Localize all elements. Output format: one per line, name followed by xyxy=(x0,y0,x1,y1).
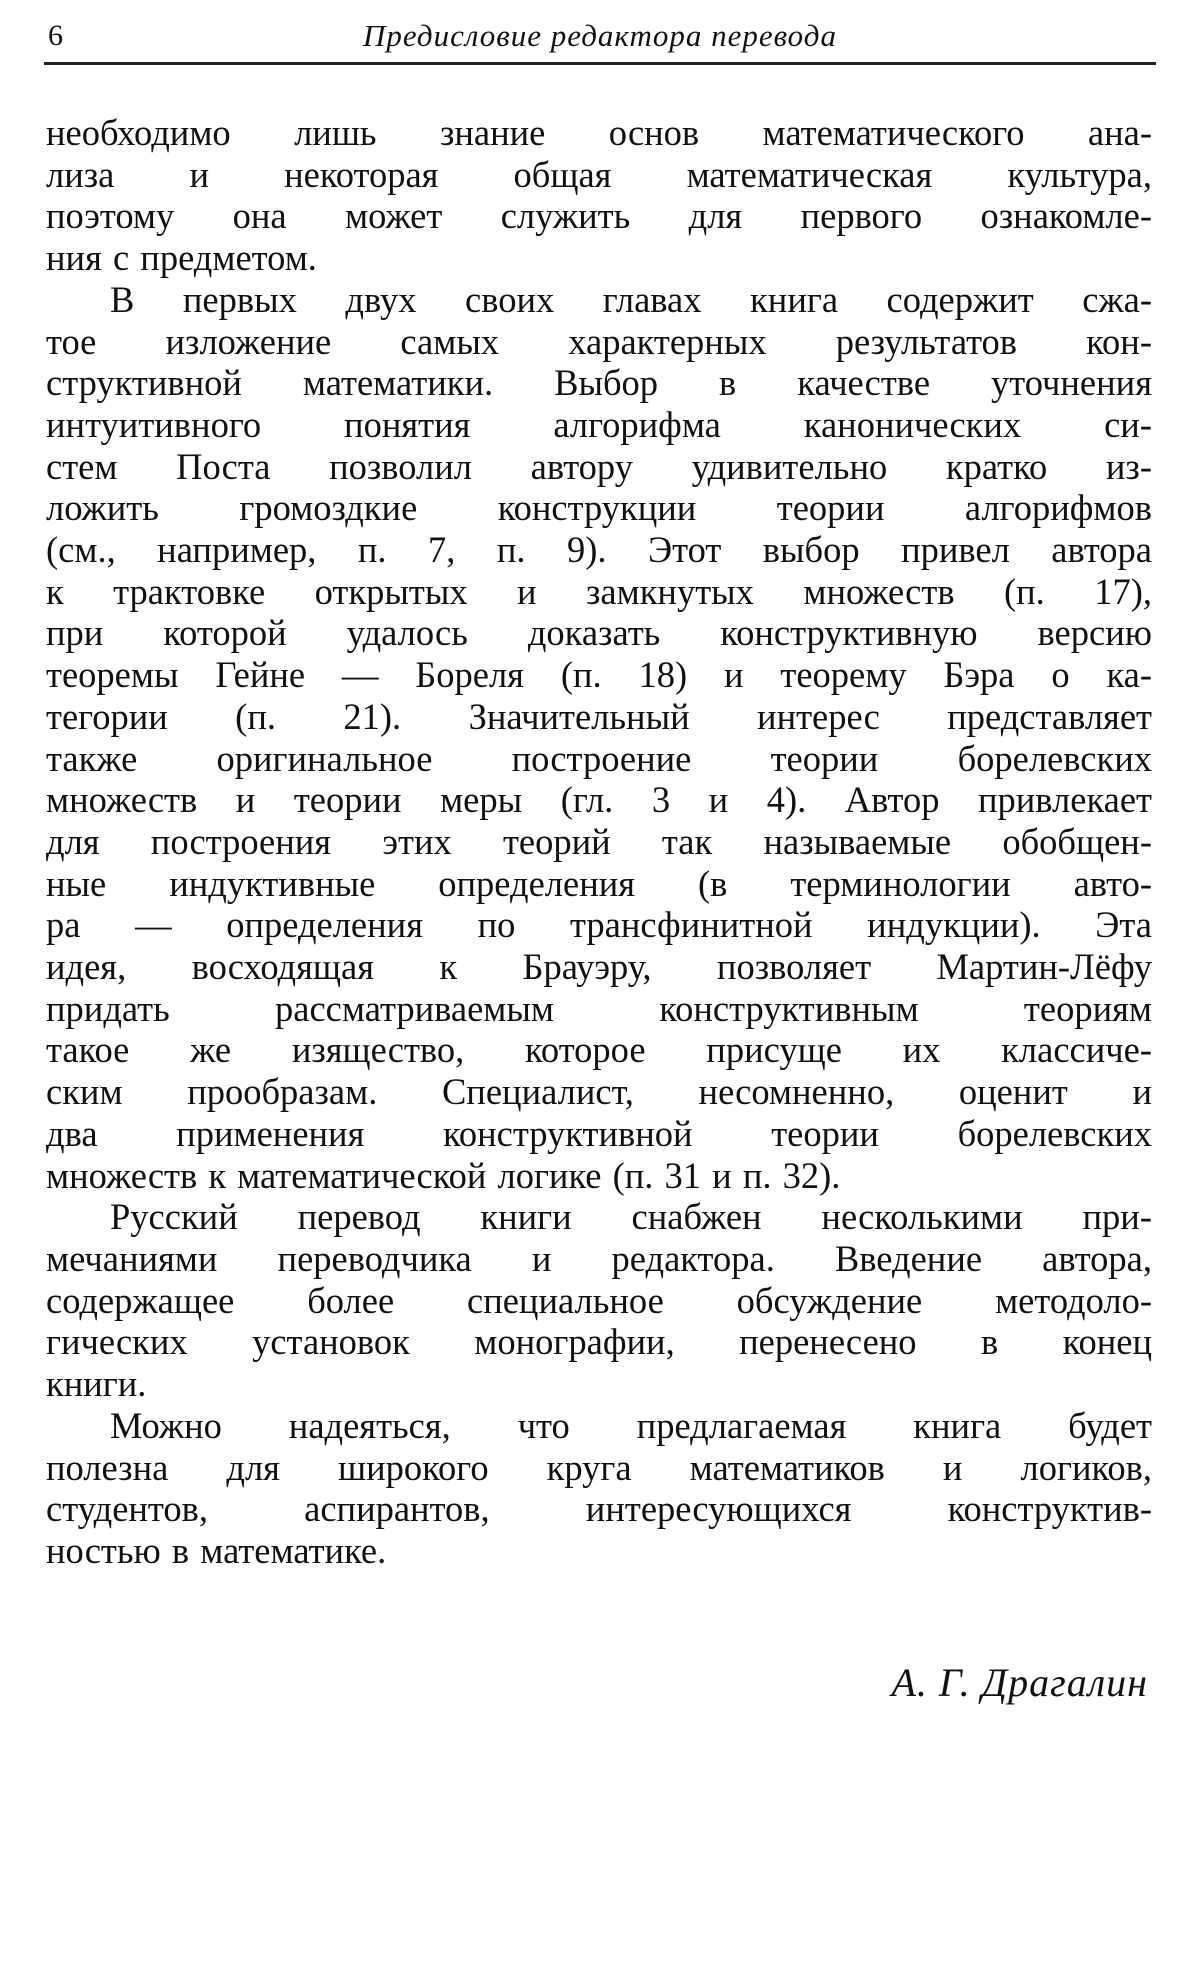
text-line: книги. xyxy=(46,1363,147,1405)
body-text xyxy=(46,112,1152,1572)
text-line: два применения конструктивной теории борелевских xyxy=(46,1112,1152,1154)
text-line: (см., например, п. 7, п. 9). Этот выбор привел автора xyxy=(46,529,1152,571)
text-line: тегории (п. 21). Значительный интерес представляет xyxy=(46,695,1152,737)
text-line: ные индуктивные определения (в терминологии авто- xyxy=(46,862,1152,904)
page-number: 6 xyxy=(48,19,63,52)
header-rule xyxy=(44,62,1156,65)
text-line: для построения этих теорий так называемые обобщен- xyxy=(46,820,1152,862)
text-line: студентов, аспирантов, интересующихся конструктив- xyxy=(46,1488,1152,1530)
text-line: к трактовке открытых и замкнутых множеств (п. 17), xyxy=(46,570,1152,612)
paragraph-2 xyxy=(46,279,1152,1196)
text-line: стем Поста позволил автору удивительно кратко из- xyxy=(46,445,1152,487)
text-line: идея, восходящая к Брауэру, позволяет Мартин-Лёфу xyxy=(46,946,1152,988)
paragraph-3 xyxy=(46,1196,1152,1405)
text-line: множеств и теории меры (гл. 3 и 4). Автор привлекает xyxy=(46,779,1152,821)
text-line: структивной математики. Выбор в качестве уточнения xyxy=(46,362,1152,404)
paragraph-1 xyxy=(46,112,1152,279)
text-line: при которой удалось доказать конструктивную версию xyxy=(46,612,1152,654)
text-line: ра — определения по трансфинитной индукции). Эта xyxy=(46,904,1152,946)
text-line: множеств к математической логике (п. 31 и п. 32). xyxy=(46,1154,841,1196)
text-line: содержащее более специальное обсуждение методоло- xyxy=(46,1279,1152,1321)
text-line: также оригинальное построение теории борелевских xyxy=(46,737,1152,779)
text-line: ния с предметом. xyxy=(46,237,317,279)
text-line: ским прообразам. Специалист, несомненно, оценит и xyxy=(46,1071,1152,1113)
text-line: ложить громоздкие конструкции теории алгорифмов xyxy=(46,487,1152,529)
text-line: необходимо лишь знание основ математического ана- xyxy=(46,112,1152,153)
text-line: Можно надеяться, что предлагаемая книга будет xyxy=(110,1404,1152,1446)
running-title: Предисловие редактора перевода xyxy=(363,18,837,53)
text-line: гических установок монографии, перенесено в конец xyxy=(46,1321,1152,1363)
text-line: интуитивного понятия алгорифма канонических си- xyxy=(46,403,1152,445)
text-line: такое же изящество, которое присуще их классиче- xyxy=(46,1029,1152,1071)
page-header xyxy=(48,14,1152,58)
text-line: Русский перевод книги снабжен несколькими при- xyxy=(110,1196,1152,1238)
text-line: мечаниями переводчика и редактора. Введение автора, xyxy=(46,1237,1152,1279)
text-line: лиза и некоторая общая математическая культура, xyxy=(46,153,1152,195)
signature: А. Г. Драгалин xyxy=(891,1660,1148,1705)
text-line: полезна для широкого круга математиков и логиков, xyxy=(46,1446,1152,1488)
text-line: В первых двух своих главах книга содержит сжа- xyxy=(110,278,1152,320)
text-line: придать рассматриваемым конструктивным теориям xyxy=(46,987,1152,1029)
text-line: ностью в математике. xyxy=(46,1529,387,1571)
paragraph-4 xyxy=(46,1405,1152,1572)
text-line: теоремы Гейне — Бореля (п. 18) и теорему Бэра о ка- xyxy=(46,654,1152,696)
text-line: тое изложение самых характерных результатов кон- xyxy=(46,320,1152,362)
text-line: поэтому она может служить для первого ознакомле- xyxy=(46,195,1152,237)
